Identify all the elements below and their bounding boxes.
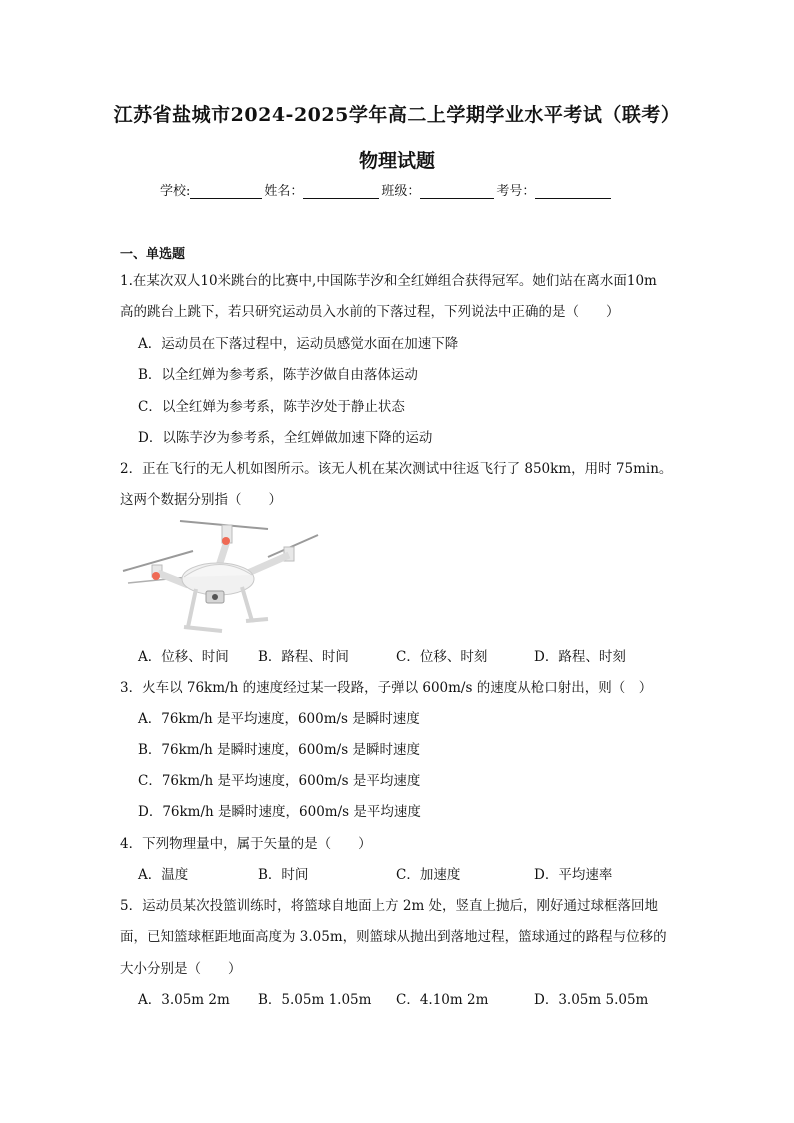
q2-option-a: A．位移、时间: [138, 649, 229, 665]
q2-stem-line-2: 这两个数据分别指（ ）: [120, 492, 282, 508]
class-label: 班级：: [381, 184, 421, 199]
q5-option-a: A．3.05m 2m: [138, 992, 230, 1008]
school-blank: [190, 184, 262, 199]
q4-option-b: B．时间: [258, 867, 309, 883]
q5-option-b: B．5.05m 1.05m: [258, 992, 372, 1008]
q4-option-a: A．温度: [138, 867, 189, 883]
q1-stem-line-1: 1.在某次双人10米跳台的比赛中,中国陈芋汐和全红婵组合获得冠军。她们站在离水面10m: [120, 273, 657, 289]
page-subtitle: 物理试题: [358, 150, 435, 172]
school-label: 学校:: [160, 184, 191, 199]
q1-option-d: D．以陈芋汐为参考系，全红婵做加速下降的运动: [138, 430, 433, 446]
q2-option-c: C．位移、时刻: [396, 649, 488, 665]
q4-option-c: C．加速度: [396, 867, 461, 883]
q2-option-d: D．路程、时刻: [534, 649, 626, 665]
q5-stem-line-2: 面，已知篮球框距地面高度为 3.05m，则篮球从抛出到落地过程，篮球通过的路程与位移的: [120, 929, 667, 945]
exam-number-label: 考号：: [496, 184, 536, 199]
q2-option-b: B．路程、时间: [258, 649, 349, 665]
name-label: 姓名：: [264, 184, 304, 199]
q5-option-d: D．3.05m 5.05m: [534, 992, 649, 1008]
q2-stem-line-1: 2．正在飞行的无人机如图所示。该无人机在某次测试中往返飞行了 850km，用时 75min。: [120, 461, 673, 477]
q5-stem-line-3: 大小分别是（ ）: [120, 961, 242, 977]
q1-option-c: C．以全红婵为参考系，陈芋汐处于静止状态: [138, 399, 405, 415]
q3-stem: 3．火车以 76km/h 的速度经过某一段路，子弹以 600m/s 的速度从枪口射出，则（ ）: [120, 680, 653, 696]
q5-option-c: C．4.10m 2m: [396, 992, 489, 1008]
q4-stem: 4．下列物理量中，属于矢量的是（ ）: [120, 836, 372, 852]
student-info-row: [160, 180, 640, 199]
q3-option-a: A．76km/h 是平均速度，600m/s 是瞬时速度: [138, 711, 420, 727]
exam-number-blank: [535, 184, 611, 199]
q3-option-c: C．76km/h 是平均速度，600m/s 是平均速度: [138, 773, 421, 789]
q1-stem-line-2: 高的跳台上跳下，若只研究运动员入水前的下落过程，下列说法中正确的是（ ）: [120, 304, 620, 320]
name-blank: [303, 184, 379, 199]
q3-option-d: D．76km/h 是瞬时速度，600m/s 是平均速度: [138, 804, 421, 820]
drone-icon: [118, 513, 323, 633]
q5-stem-line-1: 5．运动员某次投篮训练时，将篮球自地面上方 2m 处，竖直上抛后，刚好通过球框落回地: [120, 898, 659, 914]
class-blank: [420, 184, 494, 199]
q3-option-b: B．76km/h 是瞬时速度，600m/s 是瞬时速度: [138, 742, 420, 758]
section-heading: 一、单选题: [120, 247, 186, 262]
q4-option-d: D．平均速率: [534, 867, 613, 883]
q1-option-a: A．运动员在下落过程中，运动员感觉水面在加速下降: [138, 336, 459, 352]
q1-option-b: B．以全红婵为参考系，陈芋汐做自由落体运动: [138, 367, 418, 383]
page-title: 江苏省盐城市2024-2025学年高二上学期学业水平考试（联考）: [113, 104, 681, 126]
